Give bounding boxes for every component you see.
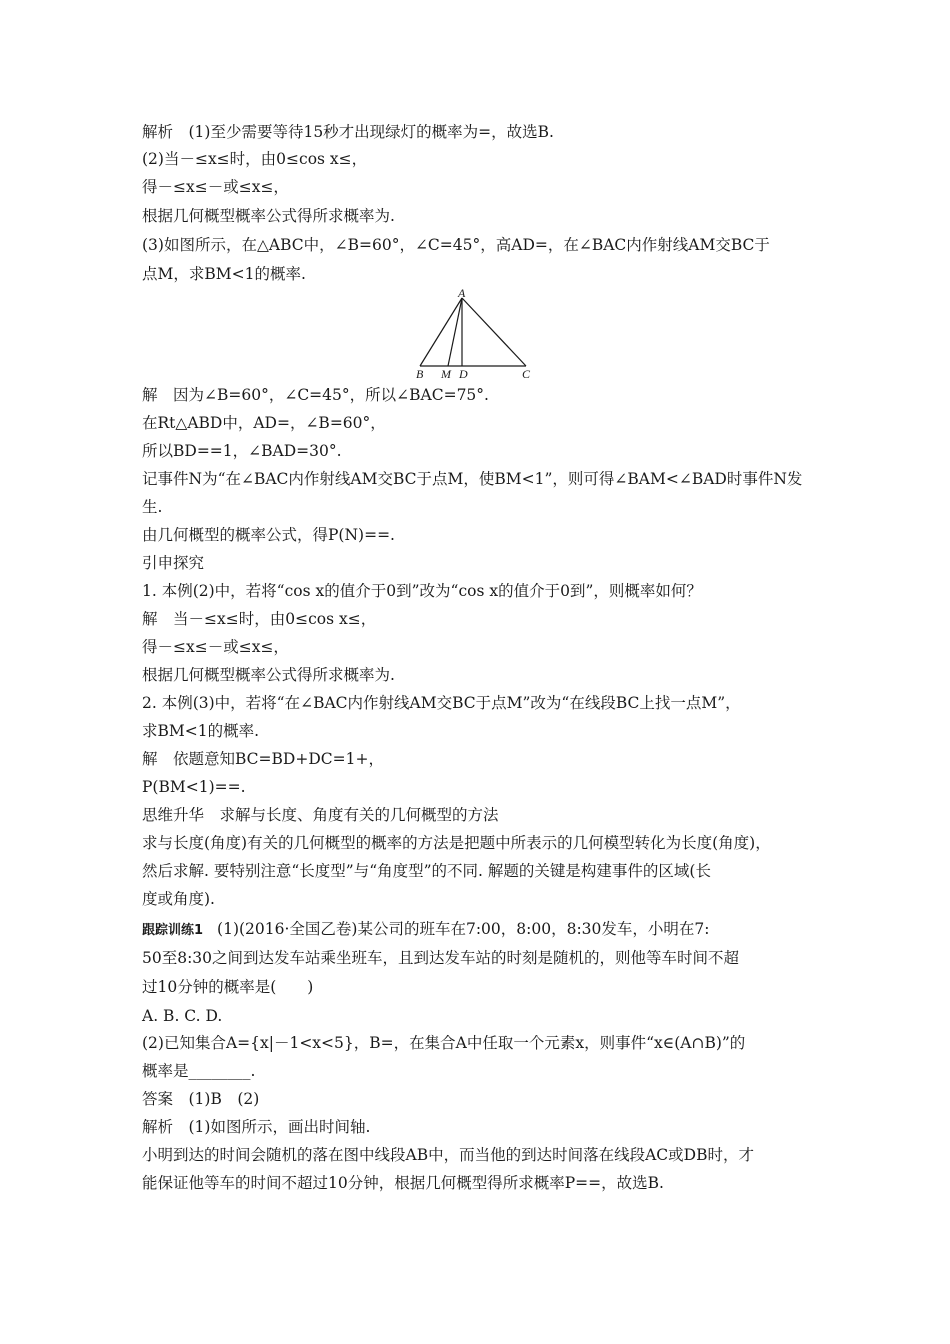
text-line: 解析 (1)如图所示，画出时间轴. [142,1118,371,1136]
text-line: 能保证他等车的时间不超过10分钟，根据几何概型得所求概率P==，故选B. [142,1174,664,1192]
text-line: 答案 (1)B (2) [142,1090,260,1108]
text-line: 所以BD==1，∠BAD=30°. [142,442,342,460]
practice-tag: 跟踪训练1 [142,923,204,938]
label-a: A [458,288,466,300]
text-line: 解 依题意知BC=BD+DC=1+， [142,750,384,768]
text-line: 解析 (1)至少需要等待15秒才出现绿灯的概率为=，故选B. [142,123,554,141]
text-line: (2)已知集合A={x|－1<x<5}，B=，在集合A中任取一个元素x，则事件“x∈(A∩B)”的 [142,1034,746,1052]
label-b: B [416,367,424,380]
triangle-figure [408,288,538,380]
segment-ac [462,298,526,366]
text-line: 50至8:30之间到达发车站乘坐班车，且到达发车站的时刻是随机的，则他等车时间不超 [142,949,740,967]
text-line: 得－≤x≤－或≤x≤， [142,178,289,196]
label-c: C [522,367,531,380]
text-line: 过10分钟的概率是( ) [142,978,314,996]
text-line: 解 因为∠B=60°，∠C=45°，所以∠BAC=75°. [142,386,489,404]
practice-line [142,918,709,942]
text-line: 由几何概型的概率公式，得P(N)==. [142,526,395,544]
text-line: 记事件N为“在∠BAC内作射线AM交BC于点M，使BM<1”，则可得∠BAM<∠BAD时事件N发 [142,470,803,488]
text-line: 根据几何概型概率公式得所求概率为. [142,207,395,225]
text-line: 小明到达的时间会随机的落在图中线段AB中，而当他的到达时间落在线段AC或DB时，才 [142,1146,754,1164]
text-line: 得－≤x≤－或≤x≤， [142,638,289,656]
text-line: 生. [142,498,163,516]
text-line: (3)如图所示，在△ABC中，∠B=60°，∠C=45°，高AD=，在∠BAC内作射线AM交BC于 [142,236,770,254]
text-line: 2. 本例(3)中，若将“在∠BAC内作射线AM交BC于点M”改为“在线段BC上找一点M”， [142,694,741,712]
text-line: 1. 本例(2)中，若将“cos x的值介于0到”改为“cos x的值介于0到”，则概率如何？ [142,582,702,600]
text-line: A. B. C. D. [142,1007,223,1025]
label-m: M [441,367,451,380]
section-heading: 思维升华 求解与长度、角度有关的几何概型的方法 [142,806,499,824]
section-heading: 引申探究 [142,554,205,572]
segment-ab [420,298,462,366]
text-line: 解 当－≤x≤时，由0≤cos x≤， [142,610,377,628]
text-line: 度或角度). [142,890,215,908]
triangle-lines [420,298,526,366]
text-line: P(BM<1)==. [142,778,246,796]
text-line: 求BM<1的概率. [142,722,260,740]
text-line: 求与长度(角度)有关的几何概型的概率的方法是把题中所表示的几何模型转化为长度(角度)， [142,834,771,852]
text-line: 点M，求BM<1的概率. [142,265,306,283]
practice-text: (1)(2016·全国乙卷)某公司的班车在7:00，8:00，8:30发车，小明在7: [217,920,710,938]
text-line: 然后求解. 要特别注意“长度型”与“角度型”的不同. 解题的关键是构建事件的区域(长 [142,862,711,880]
text-line: 在Rt△ABD中，AD=，∠B=60°， [142,414,386,432]
label-d: D [459,367,468,380]
text-line: (2)当－≤x≤时，由0≤cos x≤， [142,150,368,168]
text-line: 根据几何概型概率公式得所求概率为. [142,666,395,684]
text-line: 概率是________. [142,1062,256,1080]
